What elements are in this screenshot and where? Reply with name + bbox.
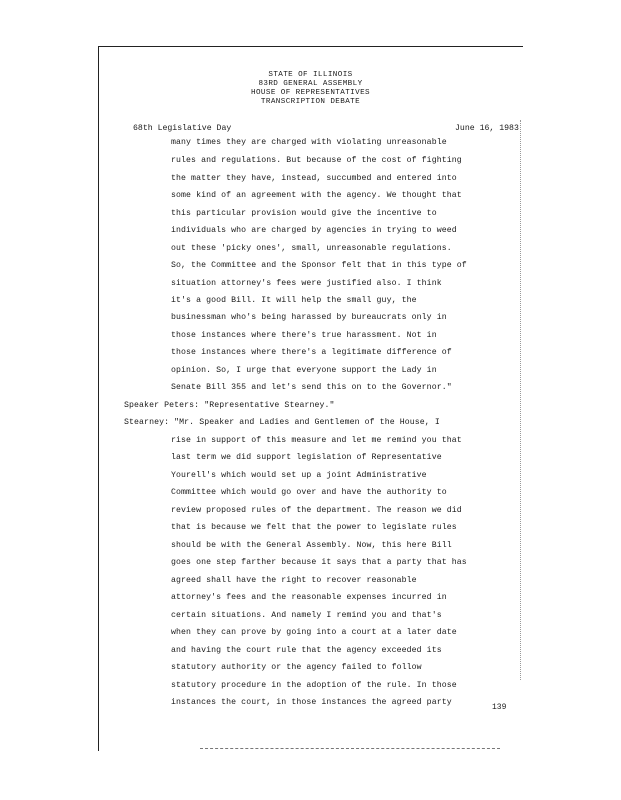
transcript-line: Senate Bill 355 and let's send this on to the Governor." <box>171 383 452 392</box>
transcript-line: statutory procedure in the adoption of the rule. In those <box>171 681 457 690</box>
transcript-line: last term we did support legislation of Representative <box>171 453 442 462</box>
transcript-line: opinion. So, I urge that everyone support the Lady in <box>171 366 437 375</box>
transcript-line: those instances where there's true harassment. Not in <box>171 331 437 340</box>
transcript-line: out these 'picky ones', small, unreasonable regulations. <box>171 244 452 253</box>
transcript-line: attorney's fees and the reasonable expenses incurred in <box>171 593 447 602</box>
transcript-line: this particular provision would give the incentive to <box>171 209 437 218</box>
transcript-line: businessman who's being harassed by bureaucrats only in <box>171 313 447 322</box>
page-frame-bottom <box>200 748 500 749</box>
page-number: 139 <box>492 703 507 712</box>
speaker-peters-line: Speaker Peters: "Representative Stearney." <box>124 401 335 410</box>
stearney-first-line: Stearney: "Mr. Speaker and Ladies and Gentlemen of the House, I <box>124 418 440 427</box>
transcript-line: rules and regulations. But because of the cost of fighting <box>171 156 462 165</box>
transcript-line: agreed shall have the right to recover reasonable <box>171 576 417 585</box>
transcript-line: those instances where there's a legitimate difference of <box>171 348 452 357</box>
page-frame-top <box>98 46 523 47</box>
transcript-line: So, the Committee and the Sponsor felt that in this type of <box>171 261 467 270</box>
transcript-line: goes one step farther because it says that a party that has <box>171 558 467 567</box>
page-frame-right <box>520 120 521 680</box>
page-frame-left <box>98 46 99 751</box>
header-house: HOUSE OF REPRESENTATIVES <box>251 89 370 97</box>
transcript-line: many times they are charged with violating unreasonable <box>171 138 447 147</box>
transcript-line: it's a good Bill. It will help the small guy, the <box>171 296 417 305</box>
transcript-line: and having the court rule that the agency exceeded its <box>171 646 442 655</box>
header-state: STATE OF ILLINOIS <box>268 71 353 79</box>
transcript-line: that is because we felt that the power to legislate rules <box>171 523 457 532</box>
document-header <box>0 71 621 107</box>
transcript-line: certain situations. And namely I remind you and that's <box>171 611 442 620</box>
transcript-line: some kind of an agreement with the agency. We thought that <box>171 191 462 200</box>
legislative-day: 68th Legislative Day <box>133 124 232 133</box>
transcript-line: statutory authority or the agency failed to follow <box>171 663 422 672</box>
transcript-line: instances the court, in those instances the agreed party <box>171 698 452 707</box>
session-date: June 16, 1983 <box>455 124 519 133</box>
transcript-line: rise in support of this measure and let me remind you that <box>171 436 462 445</box>
transcript-line: individuals who are charged by agencies in trying to weed <box>171 226 457 235</box>
transcript-line: review proposed rules of the department. The reason we did <box>171 506 462 515</box>
header-assembly: 83RD GENERAL ASSEMBLY <box>258 80 363 88</box>
transcript-line: Committee which would go over and have the authority to <box>171 488 447 497</box>
transcript-line: situation attorney's fees were justified also. I think <box>171 279 442 288</box>
transcript-line: should be with the General Assembly. Now, this here Bill <box>171 541 452 550</box>
transcript-line: the matter they have, instead, succumbed and entered into <box>171 174 457 183</box>
header-transcription: TRANSCRIPTION DEBATE <box>260 98 361 106</box>
transcript-line: Yourell's which would set up a joint Administrative <box>171 471 427 480</box>
transcript-line: when they can prove by going into a court at a later date <box>171 628 457 637</box>
